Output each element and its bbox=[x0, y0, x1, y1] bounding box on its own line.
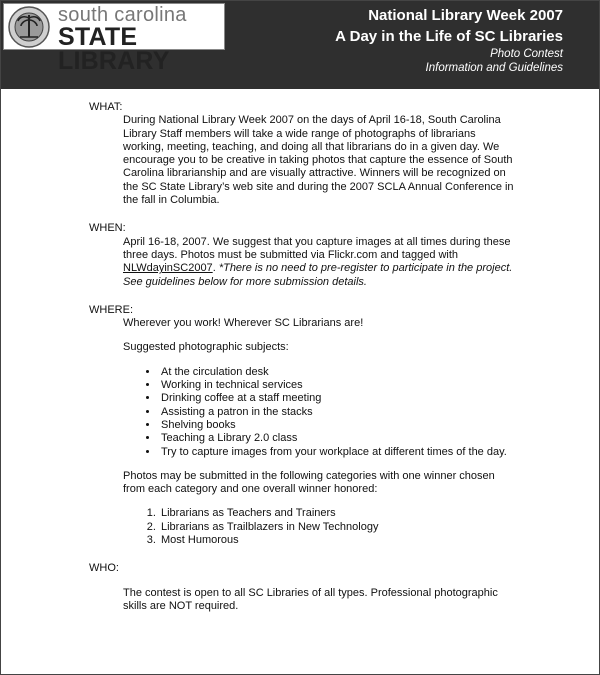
list-item: 2. Librarians as Trailblazers in New Technology bbox=[159, 521, 519, 534]
header-banner bbox=[1, 1, 599, 89]
list-item: • Teaching a Library 2.0 class bbox=[159, 432, 519, 445]
list-item: • At the circulation desk bbox=[159, 366, 519, 379]
where-intro: Wherever you work! Wherever SC Librarians are! bbox=[123, 317, 364, 330]
state-library-logo bbox=[3, 3, 225, 75]
title-line-1: National Library Week 2007 bbox=[368, 7, 563, 24]
list-item: • Working in technical services bbox=[159, 379, 519, 392]
categories-list bbox=[89, 507, 519, 547]
palmetto-seal-icon bbox=[6, 5, 52, 49]
when-note: *There is no need to pre-register to participate in the project. See guidelines below for more submission details. bbox=[123, 262, 513, 288]
what-text: During National Library Week 2007 on the days of April 16-18, South Carolina Library Staff members will take a wide range of photographs of librarians working, meeting, teaching, and doing all that librarians do in a given day. We encourage you to be creative in taking photos that capture the essence of South Carolina librarianship and are visually attractive. Winners will be recognized on the SC State Library’s web site and during the 2007 SCLA Annual Conference in the fall in Columbia. bbox=[123, 114, 514, 207]
list-item: • Assisting a patron in the stacks bbox=[159, 406, 519, 419]
who-text: The contest is open to all SC Libraries of all types. Professional photographic skills are NOT required. bbox=[123, 586, 498, 612]
subjects-list bbox=[89, 366, 519, 459]
when-text bbox=[123, 236, 519, 289]
list-item: • Shelving books bbox=[159, 419, 519, 432]
who-label: WHO: bbox=[89, 562, 119, 575]
document-body bbox=[89, 101, 519, 613]
when-text-sep: . bbox=[212, 262, 219, 275]
list-item: • Drinking coffee at a staff meeting bbox=[159, 392, 519, 405]
flickr-tag-link[interactable]: NLWdayinSC2007 bbox=[123, 262, 213, 275]
list-item: 3. Most Humorous bbox=[159, 534, 519, 547]
what-label: WHAT: bbox=[89, 101, 123, 113]
subtitle-information: Information and Guidelines bbox=[425, 62, 563, 74]
subtitle-photo-contest: Photo Contest bbox=[490, 48, 563, 60]
title-line-2: A Day in the Life of SC Libraries bbox=[335, 28, 563, 45]
subjects-heading: Suggested photographic subjects: bbox=[123, 341, 289, 354]
categories-intro: Photos may be submitted in the following categories with one winner chosen from each category and one overall winner honored: bbox=[123, 469, 495, 496]
list-item: 1. Librarians as Teachers and Trainers bbox=[159, 507, 519, 520]
when-label: WHEN: bbox=[89, 222, 126, 235]
title-block bbox=[335, 5, 563, 75]
list-item: • Try to capture images from your workplace at different times of the day. bbox=[159, 446, 519, 459]
where-label: WHERE: bbox=[89, 303, 133, 316]
logo-top-text: south carolina bbox=[58, 4, 187, 26]
when-text-main: April 16-18, 2007. We suggest that you capture images at all times during these three days. Photos must be submitted via Flickr.com and tagged with bbox=[123, 235, 511, 261]
logo-bottom-text: STATE LIBRARY bbox=[58, 23, 170, 75]
